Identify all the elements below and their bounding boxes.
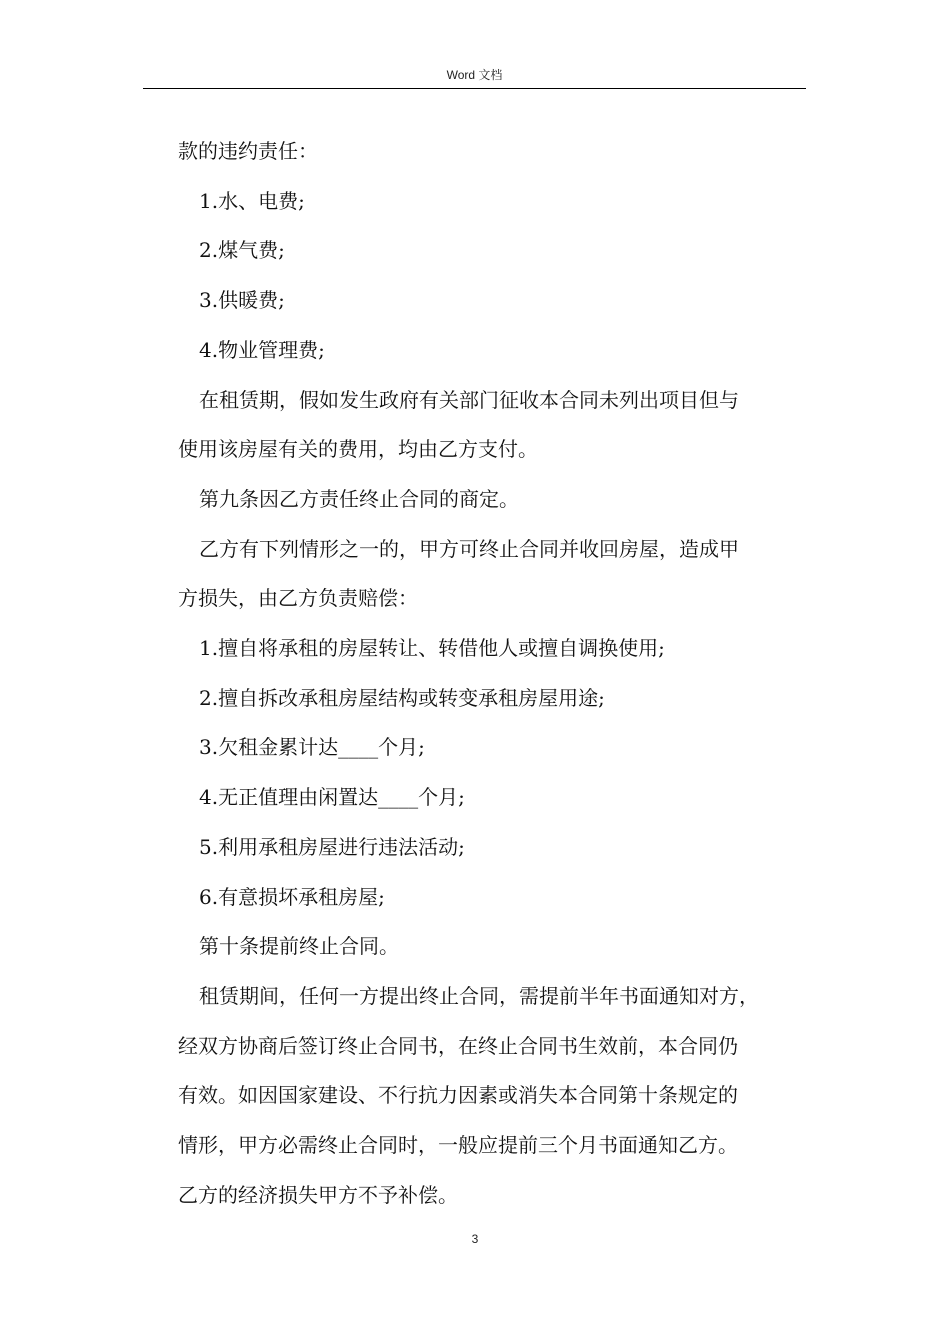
paragraph-line: 2.煤气费; — [199, 238, 285, 263]
page-number: 3 — [471, 1232, 479, 1246]
paragraph-line: 4.物业管理费; — [199, 337, 325, 362]
paragraph-line: 在租赁期，假如发生政府有关部门征收本合同未列出项目但与 — [199, 387, 739, 412]
paragraph-line: 1.水、电费; — [199, 188, 305, 213]
header-title: Word 文档 — [446, 68, 503, 82]
paragraph-line: 款的违约责任： — [178, 139, 318, 163]
page-header — [143, 66, 806, 89]
paragraph-line: 4.无正值理由闲置达____个月; — [199, 785, 465, 810]
paragraph-line: 5.利用承租房屋进行违法活动; — [199, 834, 465, 859]
paragraph-line: 有效。如因国家建设、不行抗力因素或消失本合同第十条规定的 — [178, 1083, 738, 1108]
paragraph-line: 乙方的经济损失甲方不予补偿。 — [178, 1182, 458, 1207]
paragraph-line: 情形，甲方必需终止合同时，一般应提前三个月书面通知乙方。 — [178, 1133, 738, 1158]
paragraph-line: 6.有意损坏承租房屋; — [199, 884, 385, 909]
paragraph-line: 经双方协商后签订终止合同书，在终止合同书生效前，本合同仍 — [178, 1033, 738, 1058]
paragraph-line: 第十条提前终止合同。 — [199, 934, 399, 959]
paragraph-line: 租赁期间，任何一方提出终止合同，需提前半年书面通知对方， — [199, 983, 759, 1008]
paragraph-line: 3.供暖费; — [199, 288, 285, 313]
paragraph-line: 乙方有下列情形之一的，甲方可终止合同并收回房屋，造成甲 — [199, 536, 739, 561]
document-body — [178, 127, 808, 1220]
paragraph-line: 1.擅自将承租的房屋转让、转借他人或擅自调换使用; — [199, 636, 665, 661]
paragraph-line: 3.欠租金累计达____个月; — [199, 735, 425, 760]
paragraph-line: 使用该房屋有关的费用，均由乙方支付。 — [178, 437, 538, 462]
paragraph-line: 2.擅自拆改承租房屋结构或转变承租房屋用途; — [199, 685, 605, 710]
paragraph-line: 方损失，由乙方负责赔偿： — [178, 586, 418, 611]
paragraph-line: 第九条因乙方责任终止合同的商定。 — [199, 486, 519, 511]
